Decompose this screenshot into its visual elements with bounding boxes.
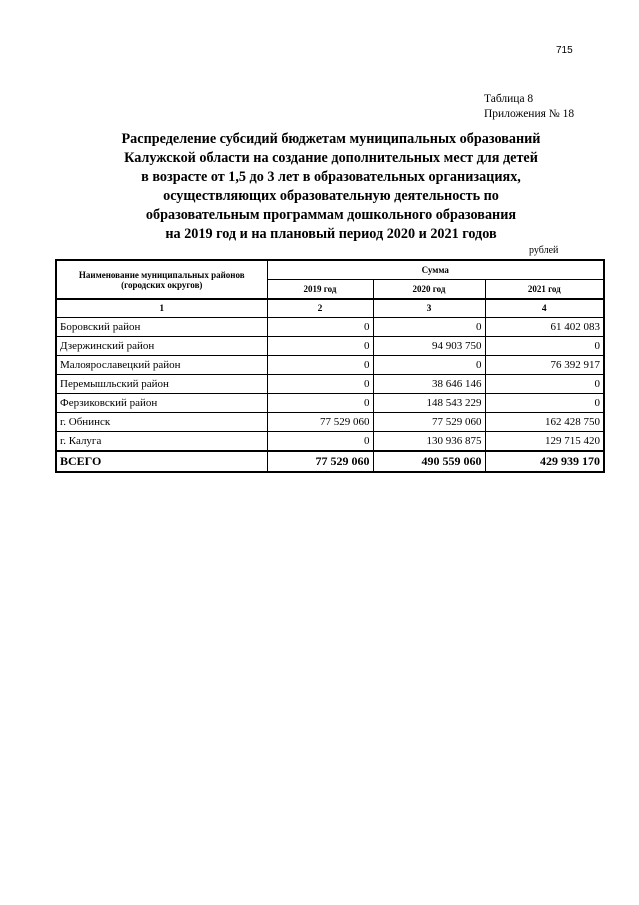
table-row xyxy=(56,394,604,413)
title-line-4: осуществляющих образовательную деятельность по xyxy=(163,188,499,204)
column-number: 1 xyxy=(56,299,267,318)
value-2020: 0 xyxy=(373,356,485,375)
value-2021: 0 xyxy=(485,394,604,413)
header-row-1 xyxy=(56,260,604,280)
header-name: Наименование муниципальных районов (городских округов) xyxy=(56,260,267,299)
value-2020: 148 543 229 xyxy=(373,394,485,413)
total-2021: 429 939 170 xyxy=(485,451,604,472)
title-line-1: Распределение субсидий бюджетам муниципальных образований xyxy=(121,131,541,147)
document-title xyxy=(60,130,602,244)
table-ref-line-1: Таблица 8 xyxy=(484,93,534,105)
district-name: Боровский район xyxy=(56,318,267,337)
title-line-3: в возрасте от 1,5 до 3 лет в образовательных организациях, xyxy=(141,169,521,185)
table-reference xyxy=(484,92,574,122)
district-name: Малоярославецкий район xyxy=(56,356,267,375)
column-number: 2 xyxy=(267,299,373,318)
district-name: г. Обнинск xyxy=(56,413,267,432)
title-line-6: на 2019 год и на плановый период 2020 и 2021 годов xyxy=(165,226,497,242)
value-2019: 0 xyxy=(267,356,373,375)
value-2020: 94 903 750 xyxy=(373,337,485,356)
total-2020: 490 559 060 xyxy=(373,451,485,472)
table-row xyxy=(56,413,604,432)
title-line-5: образовательным программам дошкольного образования xyxy=(145,207,517,223)
header-year-2021: 2021 год xyxy=(485,280,604,300)
units-label: рублей xyxy=(529,245,559,256)
value-2021: 0 xyxy=(485,375,604,394)
value-2019: 0 xyxy=(267,375,373,394)
value-2019: 0 xyxy=(267,394,373,413)
table-ref-line-2: Приложения № 18 xyxy=(484,108,575,120)
header-year-2020: 2020 год xyxy=(373,280,485,300)
value-2020: 0 xyxy=(373,318,485,337)
value-2020: 130 936 875 xyxy=(373,432,485,452)
district-name: г. Калуга xyxy=(56,432,267,452)
value-2019: 0 xyxy=(267,337,373,356)
total-2019: 77 529 060 xyxy=(267,451,373,472)
value-2021: 61 402 083 xyxy=(485,318,604,337)
value-2021: 0 xyxy=(485,337,604,356)
value-2019: 77 529 060 xyxy=(267,413,373,432)
district-name: Ферзиковский район xyxy=(56,394,267,413)
table-row xyxy=(56,318,604,337)
table-row xyxy=(56,375,604,394)
district-name: Перемышльский район xyxy=(56,375,267,394)
title-line-2: Калужской области на создание дополнительных мест для детей xyxy=(124,150,538,166)
value-2019: 0 xyxy=(267,432,373,452)
value-2019: 0 xyxy=(267,318,373,337)
column-number: 3 xyxy=(373,299,485,318)
total-label: ВСЕГО xyxy=(56,451,267,472)
table-row xyxy=(56,356,604,375)
total-row xyxy=(56,451,604,472)
header-year-2019: 2019 год xyxy=(267,280,373,300)
table-row xyxy=(56,432,604,452)
table-row xyxy=(56,337,604,356)
value-2020: 38 646 146 xyxy=(373,375,485,394)
header-sum: Сумма xyxy=(267,260,604,280)
value-2021: 129 715 420 xyxy=(485,432,604,452)
value-2020: 77 529 060 xyxy=(373,413,485,432)
column-number: 4 xyxy=(485,299,604,318)
page-number: 715 xyxy=(556,45,573,56)
district-name: Дзержинский район xyxy=(56,337,267,356)
value-2021: 76 392 917 xyxy=(485,356,604,375)
column-number-row xyxy=(56,299,604,318)
subsidy-table xyxy=(55,259,605,473)
value-2021: 162 428 750 xyxy=(485,413,604,432)
